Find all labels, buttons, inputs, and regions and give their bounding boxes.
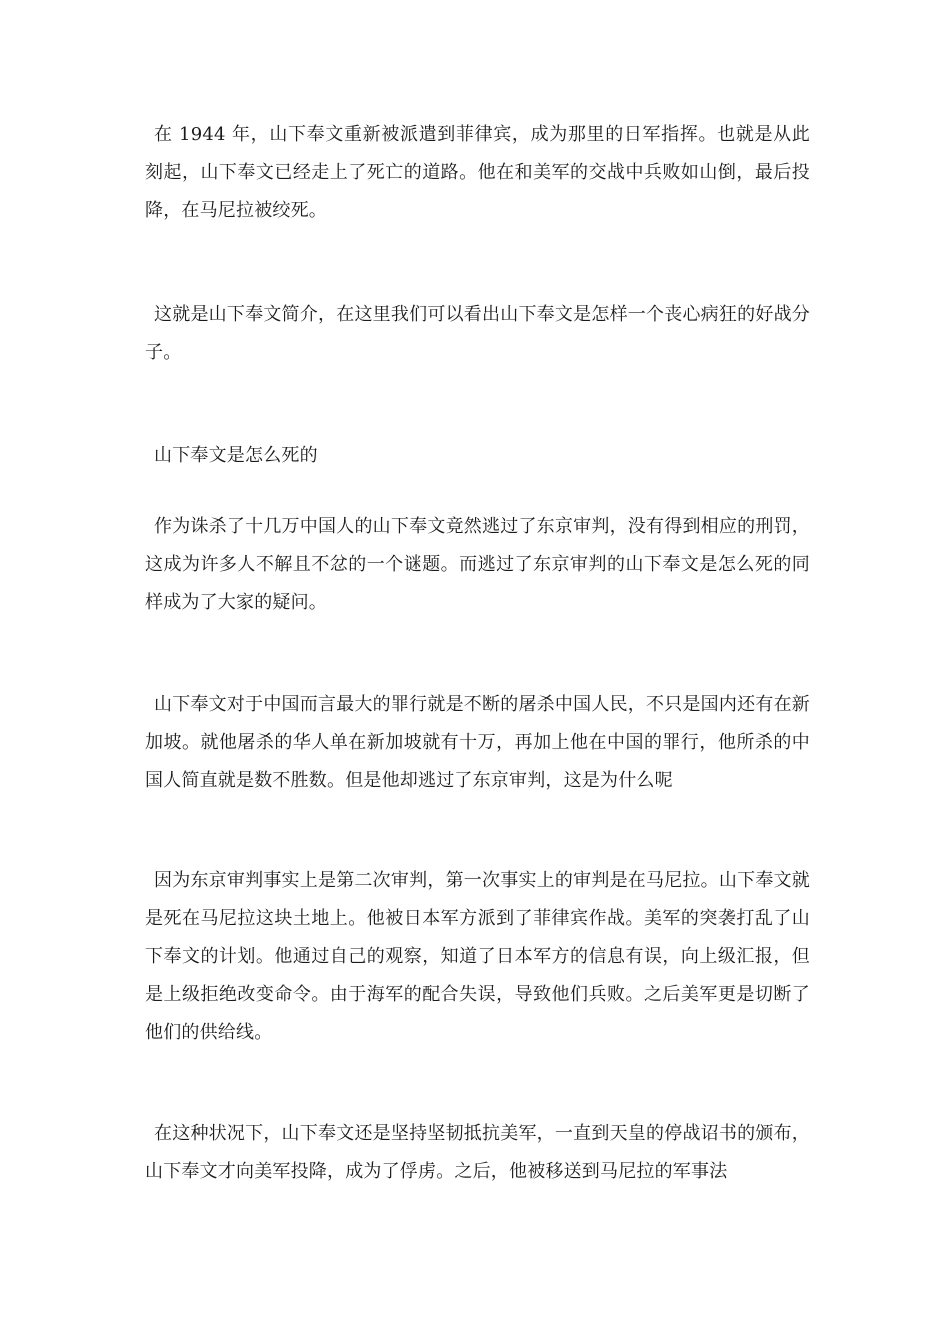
paragraph-summary: 这就是山下奉文简介，在这里我们可以看出山下奉文是怎样一个丧心病狂的好战分子。 [145,304,810,363]
section-heading: 山下奉文是怎么死的 [154,445,318,466]
paragraph-philippines-assignment: 在 1944 年，山下奉文重新被派遣到菲律宾，成为那里的日军指挥。也就是从此刻起，山下奉文已经走上了死亡的道路。他在和美军的交战中兵败如山倒，最后投降，在马尼拉被绞死。 [145,124,810,221]
paragraph-manila-trial: 因为东京审判事实上是第二次审判，第一次事实上的审判是在马尼拉。山下奉文就是死在马尼拉这块土地上。他被日本军方派到了菲律宾作战。美军的突袭打乱了山下奉文的计划。他通过自己的观察，知道了日本军方的信息有误，向上级汇报，但是上级拒绝改变命令。由于海军的配合失误，导致他们兵败。之后美军更是切断了他们的供给线。 [145,870,810,1043]
paragraph-surrender: 在这种状况下，山下奉文还是坚持坚韧抵抗美军，一直到天皇的停战诏书的颁布，山下奉文才向美军投降，成为了俘虏。之后，他被移送到马尼拉的军事法 [145,1123,810,1182]
paragraph-crimes: 山下奉文对于中国而言最大的罪行就是不断的屠杀中国人民，不只是国内还有在新加坡。就他屠杀的华人单在新加坡就有十万，再加上他在中国的罪行，他所杀的中国人简直就是数不胜数。但是他却逃过了东京审判，这是为什么呢 [145,694,810,791]
paragraph-tokyo-trial-question: 作为诛杀了十几万中国人的山下奉文竟然逃过了东京审判，没有得到相应的刑罚，这成为许多人不解且不忿的一个谜题。而逃过了东京审判的山下奉文是怎么死的同样成为了大家的疑问。 [145,516,810,613]
